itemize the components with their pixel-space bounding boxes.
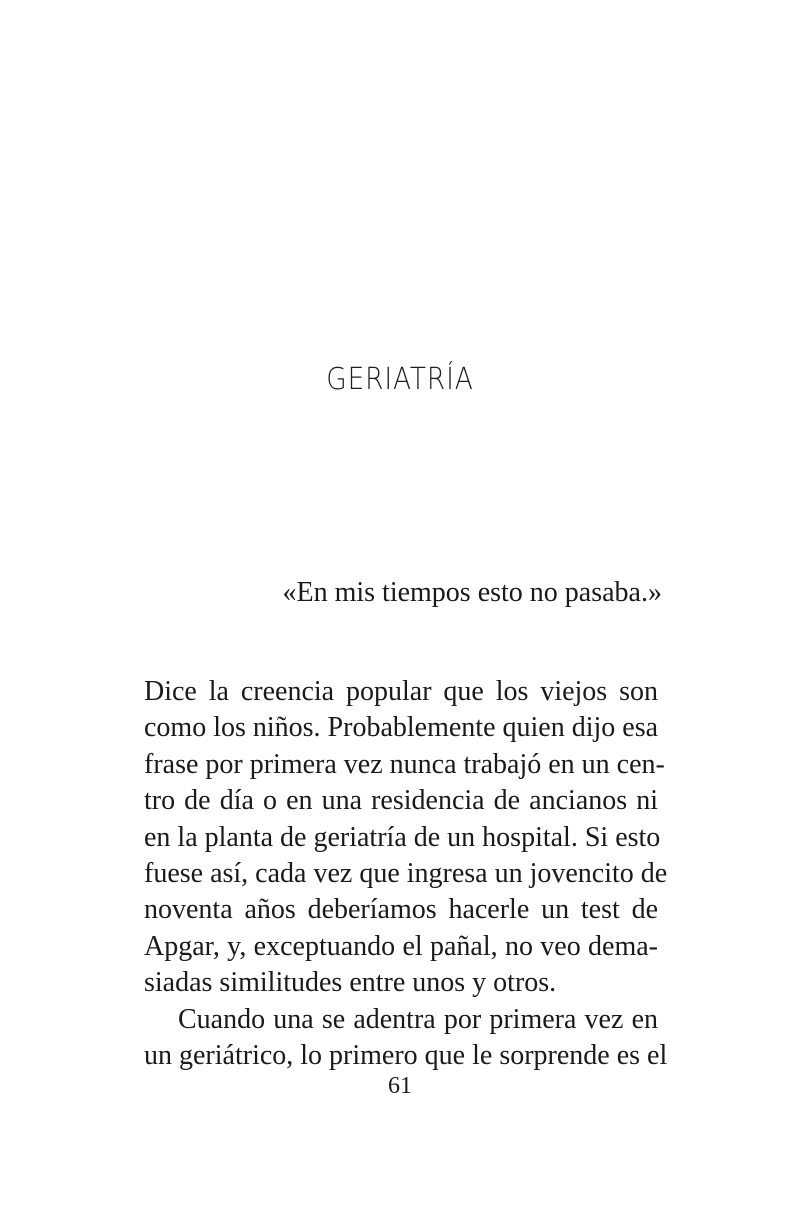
- page-number: 61: [388, 1073, 412, 1099]
- body-text: [144, 674, 668, 1074]
- body-line: Cuando una se adentra por primera vez en: [178, 1003, 658, 1035]
- body-line: Apgar, y, exceptuando el pañal, no veo dema-: [144, 930, 658, 962]
- body-line: fuese así, cada vez que ingresa un jovencito de: [144, 857, 668, 889]
- chapter-title: GERIATRÍA: [326, 362, 474, 397]
- body-line: como los niños. Probablemente quien dijo esa: [144, 712, 659, 744]
- body-line: en la planta de geriatría de un hospital. Si esto: [144, 821, 661, 853]
- body-line: siadas similitudes entre unos y otros.: [144, 967, 557, 999]
- epigraph-quote: «En mis tiempos esto no pasaba.»: [282, 577, 662, 608]
- body-line: un geriátrico, lo primero que le sorprende es el: [144, 1039, 668, 1071]
- body-line: frase por primera vez nunca trabajó en un cen-: [144, 748, 665, 780]
- body-line: tro de día o en una residencia de ancianos ni: [144, 785, 658, 817]
- body-line: noventa años deberíamos hacerle un test de: [144, 894, 658, 926]
- body-line: Dice la creencia popular que los viejos son: [144, 676, 658, 707]
